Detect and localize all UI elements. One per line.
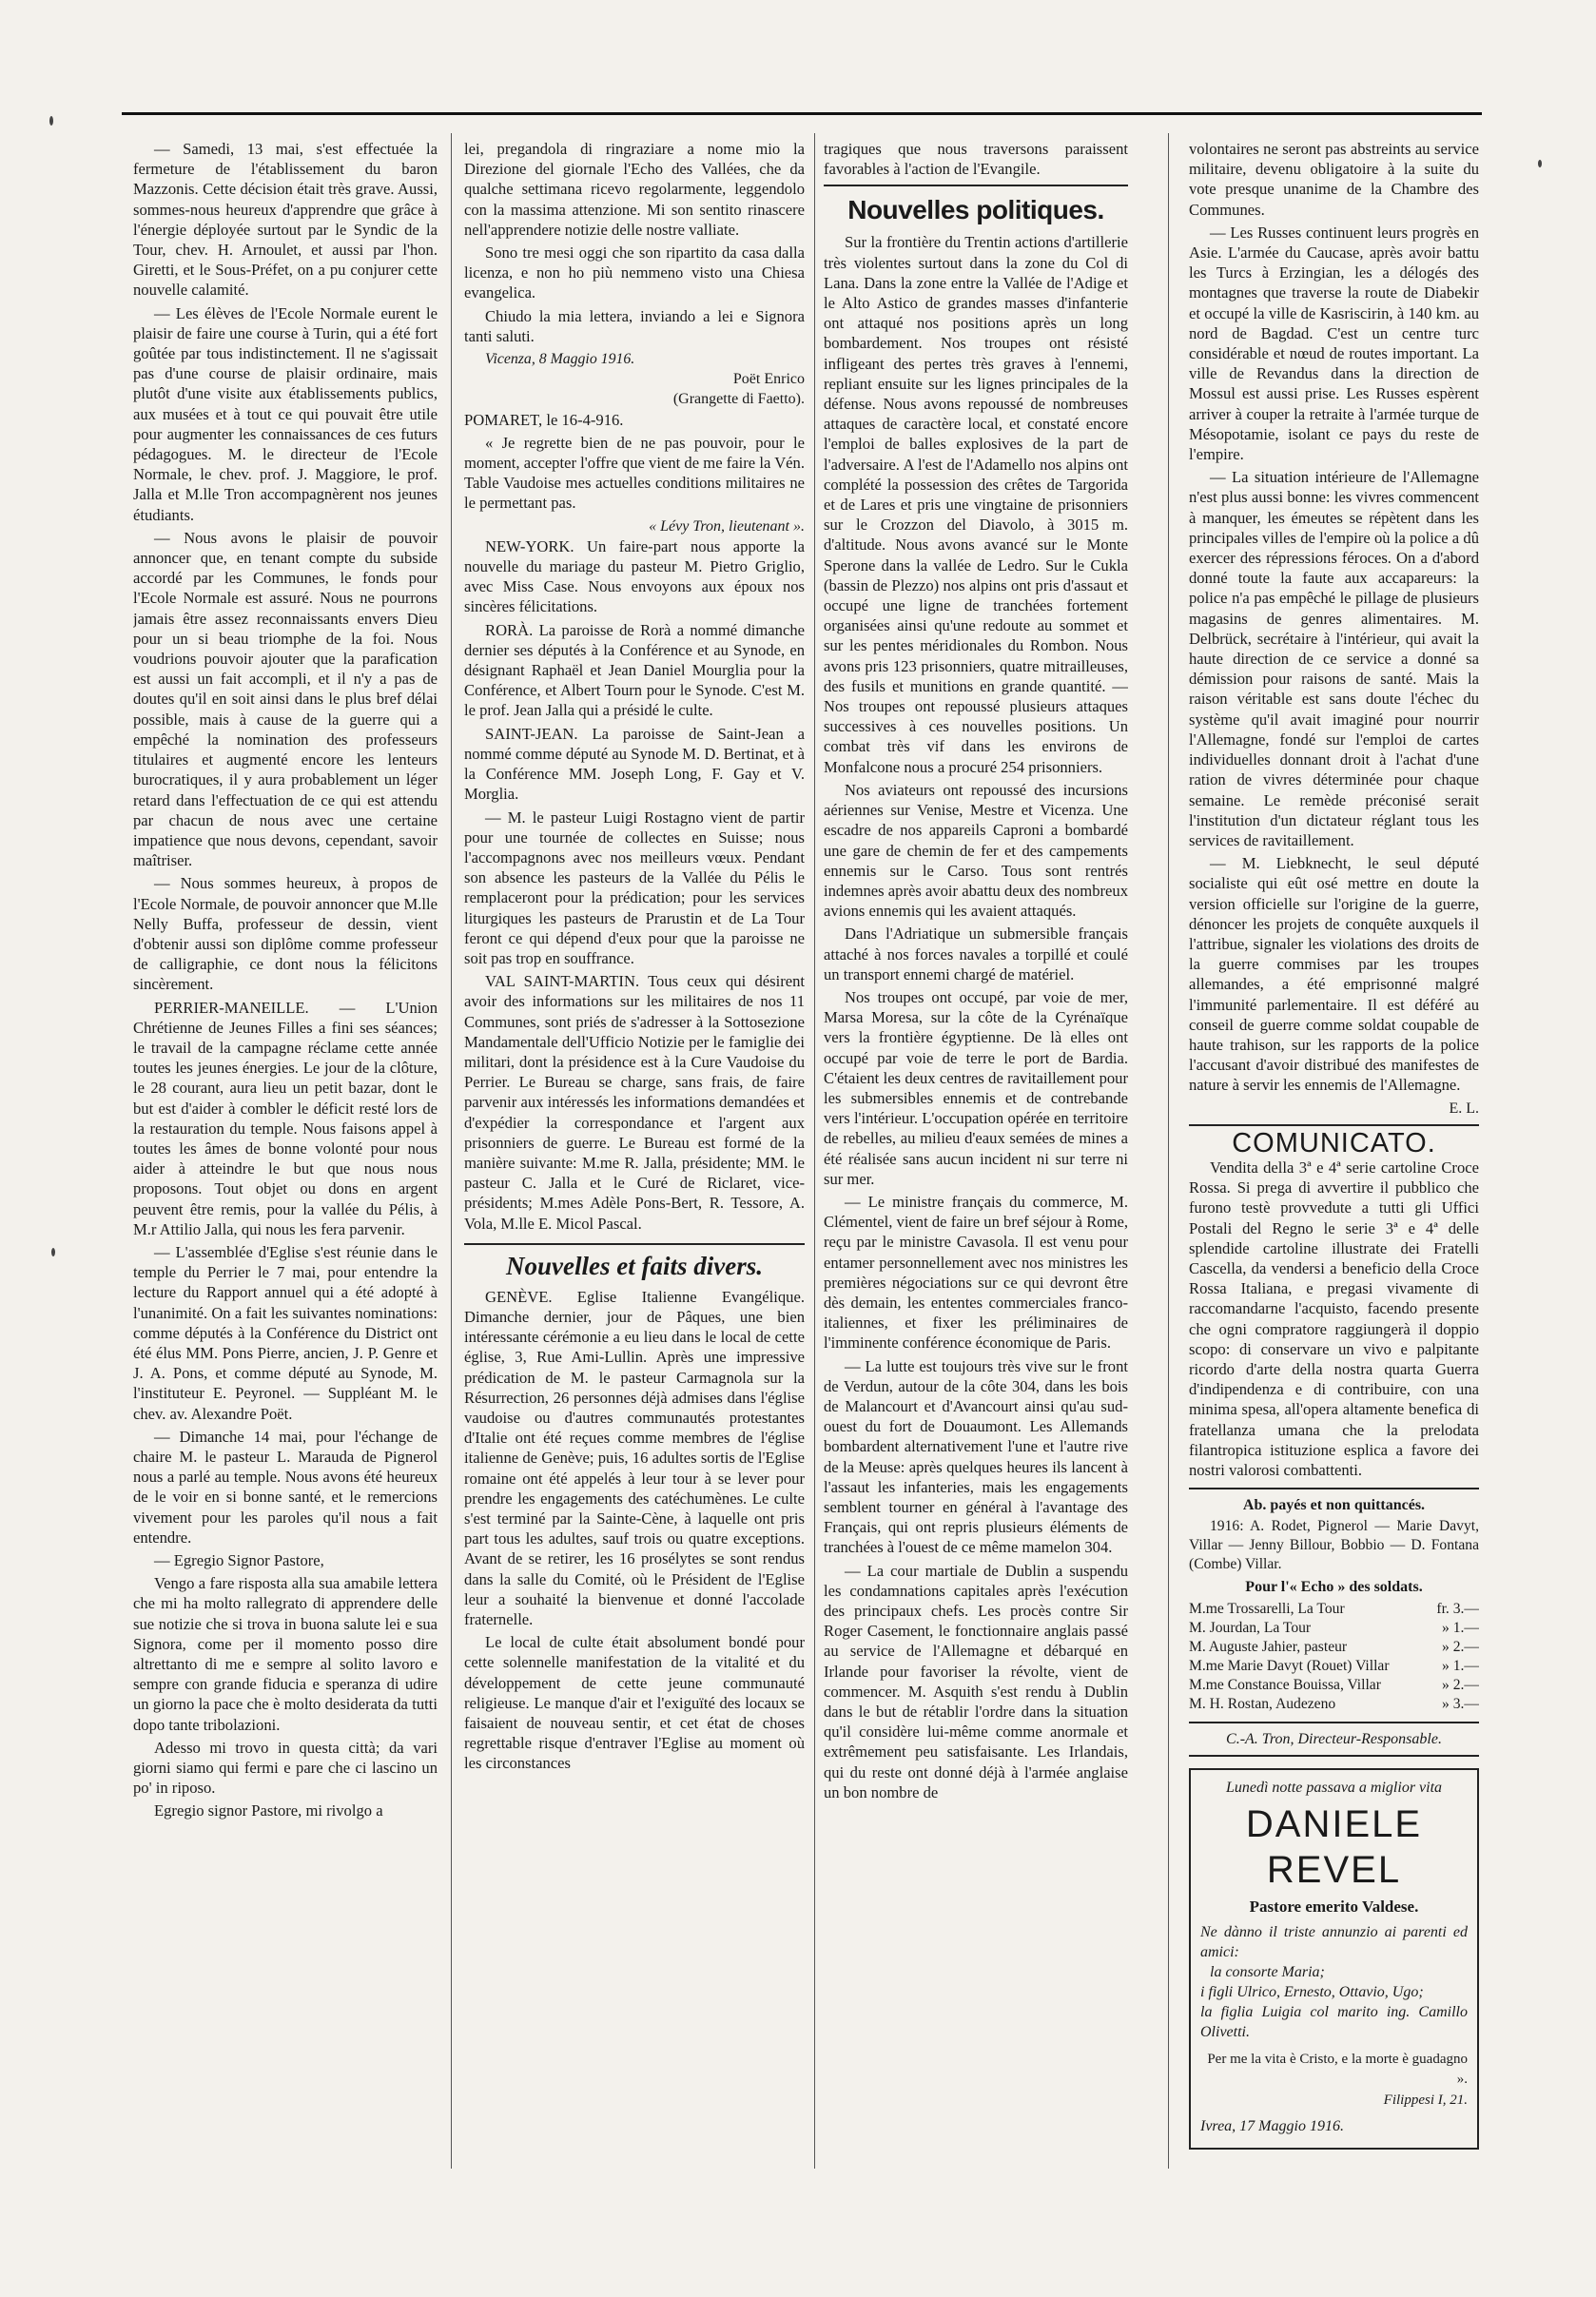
obituary-date: Ivrea, 17 Maggio 1916.	[1200, 2117, 1344, 2134]
paragraph: Le local de culte était absolument bondé pour cette solennelle manifestation de la vitalité et du développement de cette jeune communauté religieuse. Le manque d'air et l'exiguïté des locaux se faisaient de nouveau sentir, et cet état de choses regrettable risque d'entraver l'Eglise au moment où les circonstances	[464, 1633, 805, 1773]
donor-name: M.me Marie Davyt (Rouet) Villar	[1189, 1657, 1390, 1674]
paragraph: Dans l'Adriatique un submersible français attaché à nos forces navales a torpillé et coulé un transport ennemi chargé de matériel.	[824, 925, 1128, 983]
top-rule	[122, 112, 1482, 115]
donation-amount: » 2.—	[1442, 1676, 1479, 1693]
comunicato-title: COMUNICATO.	[1232, 1127, 1436, 1158]
paragraph: lei, pregandola di ringraziare a nome mio la Direzione del giornale l'Echo des Vallées, che da qualche settimana ricevo regolarmente, leggendolo con la massima attenzione. Mi son sentito rinascere nell'apprendere notizie delle nostre valliate.	[464, 140, 805, 239]
column-1	[133, 139, 438, 2155]
scan-speck	[1538, 160, 1542, 167]
obituary-name: DANIELE REVEL	[1245, 1803, 1423, 1892]
paragraph: — Nous avons le plaisir de pouvoir annoncer que, en tenant compte du subside accordé par les Communes, le fonds pour l'Ecole Normale est assuré. Nous ne pourrons jamais être assez reconnaissants envers Dieu pour un si beau triomphe de la foi. Nous voudrions pouvoir ajouter que la parafication est aussi un fait accompli, et il n'y a pas de doutes qu'il en soit ainsi dans le plus bref délai possible, mais à cause de la guerre qui a empêché la nomination des professeurs titulaires et augmenté encore les lenteurs burocratiques, il y aura probablement un léger retard dans l'effectuation de ce qui est attendu par chacun de nous avec une certaine impatience que nous devons, cependant, savoir maîtriser.	[133, 528, 438, 870]
paragraph: — Les Russes continuent leurs progrès en Asie. L'armée du Caucase, après avoir battu les Turcs à Erzingian, les a délogés des montagnes que traverse la route de Diabekir et occupé la ville de Kasriscirin, à 140 km. au nord de Bagdad. C'est un centre turc considérable et nœud de routes important. La ville de Revandus dans la direction de Mossul est aussi prise. Les Russes espèrent arriver à couper la retraite à l'armée turque de Mésopotamie, isolant ce pays du reste de l'empire.	[1189, 223, 1479, 464]
donor-name: M.me Trossarelli, La Tour	[1189, 1600, 1345, 1617]
letter-signature: Poët Enrico	[732, 371, 805, 388]
donor-name: M. H. Rostan, Audezeno	[1189, 1695, 1336, 1712]
article-initials: E. L.	[1449, 1100, 1479, 1117]
paragraph: — L'assemblée d'Eglise s'est réunie dans le temple du Perrier le 7 mai, pour entendre la lecture du Rapport annuel qui a été adopté à l'unanimité. On a fait les suivantes nominations: comme députés à la Conférence du District ont été élus MM. Pons Pierre, ancien, J. P. Genre et J. A. Pons, et comme député au Synode, M. l'instituteur E. Peyronel. — Suppléant M. le chev. av. Alexandre Poët.	[133, 1242, 438, 1423]
paragraph: Sono tre mesi oggi che son ripartito da casa dalla licenza, e non ho più nemmeno visto una Chiesa evangelica.	[464, 243, 805, 302]
table-row	[1189, 1638, 1479, 1657]
donation-amount: » 2.—	[1442, 1638, 1479, 1655]
donor-name: M. Auguste Jahier, pasteur	[1189, 1638, 1348, 1655]
paragraph: — Le ministre français du commerce, M. Clémentel, vient de faire un bref séjour à Rome, reçu par le ministre Cavasola. Il est venu pour entamer personnellement avec nos ministres les premières négociations sur ce qui devront être dès demain, les ententes commerciales franco-italiennes, et fixer les préliminaires de l'imminente conférence économique de Paris.	[824, 1192, 1128, 1353]
scan-speck	[49, 116, 53, 126]
donation-amount: fr. 3.—	[1436, 1600, 1479, 1617]
donations-table	[1189, 1600, 1479, 1714]
paragraph: GENÈVE. Eglise Italienne Evangélique. Dimanche dernier, jour de Pâques, une bien intéressante cérémonie a eu lieu dans le local de cette église, 3, Rue Ami-Lullin. Après une impressive prédication de M. le pasteur Carmagnola sur la Résurrection, 26 personnes déjà admises dans l'église vaudoise ou d'autres communautés protestantes d'Italie ont été reçues comme membres de l'église italienne de Genève; puis, 16 adultes sortis de l'Eglise romaine ont été appelés à leur tour à se lever pour prendre les engagements des catéchumènes. Le culte s'est terminé par la Sainte-Cène, à laquelle ont pris part tous les adultes, sauf trois ou quatre exceptions. Avant de se retirer, les 16 prosélytes se sont rendus dans la salle du Comité, où le Président de l'Eglise leur a souhaité la bienvenue et donné l'accolade fraternelle.	[464, 1287, 805, 1629]
paragraph: Chiudo la mia lettera, inviando a lei e Signora tanti saluti.	[464, 306, 805, 345]
paragraph: RORÀ. La paroisse de Rorà a nommé dimanche dernier ses députés à la Conférence et au Synode, en désignant Raphaël et Jean Daniel Mourglia pour la Conférence, et Albert Tourn pour le Synode. C'est M. le prof. Jean Jalla qui a présidé le culte.	[464, 620, 805, 720]
paragraph: — La situation intérieure de l'Allemagne n'est plus aussi bonne: les vivres commencent à manquer, les émeutes se répètent dans les principales villes de l'empire où la police a dû exercer des répressions féroces. On a d'abord donné toute la faute aux accapareurs: la police n'a pas empêché le pillage de plusieurs magasins de genres alimentaires. M. Delbrück, secrétaire à l'intérieur, qui avait la haute direction de ce service a donné sa démission pour raisons de santé. Mais la raison véritable est sans doute l'échec du système qu'il avait imaginé pour nourrir l'Allemagne, fondé sur l'emploi de cartes individuelles donnant droit à l'achat d'une ration de vivres déterminée pour chaque semaine. Le remède préconisé serait l'institution d'un dictateur réglant tous les services de ravitaillement.	[1189, 468, 1479, 849]
paragraph: — Egregio Signor Pastore,	[154, 1551, 324, 1570]
donation-amount: » 1.—	[1442, 1657, 1479, 1674]
paragraph: — La lutte est toujours très vive sur le front de Verdun, autour de la côte 304, dans les bois de Malancourt et d'Avancourt ainsi qu'au sud-ouest du fort de Douaumont. Les Allemands bombardent alternativement l'une et l'autre rive de la Meuse: après quelques heures ils lancent à l'assaut les infanteries, mais les engagements semblent tourner en général à l'avantage des Français, qui ont repris plusieurs éléments de tranchées à l'ouest de ce même mamelon 304.	[824, 1356, 1128, 1557]
director-responsible: C.-A. Tron, Directeur-Responsable.	[1189, 1722, 1479, 1757]
paragraph: « Je regrette bien de ne pas pouvoir, pour le moment, accepter l'offre que vient de me faire la Vén. Table Vaudoise mes actuelles conditions militaires ne le permettant pas.	[464, 433, 805, 513]
paragraph: PERRIER-MANEILLE. — L'Union Chrétienne de Jeunes Filles a fini ses séances; le travail de la campagne réclame cette année toutes les jeunes énergies. Le jour de la clôture, le 28 courant, aura lieu un petit bazar, dont le but est d'aider à combler le déficit resté lors de la restauration du temple. Nous faisons appel à toutes les âmes de bonne volonté pour nous aider à atteindre le but que nous nous proposons. Tout objet ou dons en argent peuvent être remis, pour la vallée du Pélis, à M.r Attilio Jalla, qui nous les fera parvenir.	[133, 998, 438, 1238]
table-row	[1189, 1657, 1479, 1676]
obituary-line: la consorte Maria;	[1210, 1964, 1325, 1981]
subscriptions-list: 1916: A. Rodet, Pignerol — Marie Davyt, Villar — Jenny Billour, Bobbio — D. Fontana (Combe) Villar.	[1189, 1518, 1479, 1573]
donor-name: M.me Constance Bouissa, Villar	[1189, 1676, 1381, 1693]
paragraph: — La cour martiale de Dublin a suspendu les condamnations capitales après l'exécution des principaux chefs. Les procès contre Sir Roger Casement, le fonctionnaire anglais passé au service de l'Allemagne et débarqué en Irlande pour favoriser la révolte, vient de commencer. M. Asquith s'est rendu à Dublin dans le but de rétablir l'ordre dans la situation qu'il considère lui-même comme anormale et extrêmement peu satisfaisante. Les Irlandais, qui du reste ont donné déjà à l'armée anglaise un bon nombre de	[824, 1561, 1128, 1801]
column-2	[464, 139, 805, 2155]
column-3	[824, 139, 1128, 2155]
section-title-nouvelles-politiques: Nouvelles politiques.	[847, 195, 1104, 225]
letter-date: Vicenza, 8 Maggio 1916.	[485, 351, 635, 368]
paragraph: — M. Liebknecht, le seul député socialiste qui eût osé mettre en doute la version officielle sur l'origine de la guerre, dénoncer les projets de conquête auxquels il l'attribue, signaler les violations des droits de la guerre commises par les troupes allemandes, a été emprisonné malgré l'immunité parlementaire. Il est déféré au conseil de guerre comme soldat coupable de haute trahison, sur les rapports de la police l'accusant d'avoir distribué des manifestes de nature à servir les ennemis de l'Allemagne.	[1189, 854, 1479, 1095]
table-row	[1189, 1619, 1479, 1638]
paragraph: Sur la frontière du Trentin actions d'artillerie très violentes surtout dans la zone du Col di Lana. Dans la zone entre la Vallée de l'Adige et le Alto Astico de grandes masses d'infanterie ont attaqué nos positions après un long bombardement. Nos troupes ont résisté infligeant des pertes très graves à l'ennemi, repliant ensuite sur les lignes principales de la défense. Nous avons repoussé de nombreuses attaques de caractère local, et constaté encore l'emploi de balles explosives de la part de l'adversaire. A l'est de l'Adamello nos alpins ont complété la possession des crêtes de Targorida et de Lares et pris une vingtaine de prisonniers sur le Crozzon del Diavolo, à 3015 m. d'altitude. Nous avons avancé sur le Monte Sperone dans la vallée de Ledro. Sur le Cukla (bassin de Plezzo) nos alpins ont pris d'assaut et occupé une ligne de tranchées fortement organisées ainsi qu'une redoute au sommet et sur les pentes méridionales du Rombon. Nous avons pris 123 prisonniers, quatre mitrailleuses, des fusils et munitions en grande quantité. — Nos troupes ont repoussé plusieurs attaques successives à ces nouvelles positions. Un combat très vif dans les environs de Monfalcone nous a procuré 254 prisonniers.	[824, 233, 1128, 776]
table-row	[1189, 1600, 1479, 1619]
subscriptions-title: Ab. payés et non quittancés.	[1189, 1488, 1479, 1515]
scan-speck	[51, 1248, 55, 1256]
dateline: POMARET, le 16-4-916.	[464, 410, 624, 429]
obituary-box	[1189, 1768, 1479, 2150]
paragraph: Nos troupes ont occupé, par voie de mer, Marsa Moresa, sur la côte de la Cyrénaïque vers la frontière égyptienne. De là elles ont occupé par voie de terre le port de Bardia. C'étaient les deux centres de ravitaillement pour les submersibles ennemis et de contrebande vers l'intérieur. L'occupation opérée en territoire de rebelles, au milieu d'eaux semées de mines a été réalisée sans aucun incident ni sur terre ni sur mer.	[824, 987, 1128, 1188]
paragraph: Egregio signor Pastore, mi rivolgo a	[154, 1801, 383, 1820]
column-rule	[1168, 133, 1169, 2169]
column-rule	[451, 133, 452, 2169]
echo-soldats-title: Pour l'« Echo » des soldats.	[1245, 1579, 1423, 1596]
paragraph: Adesso mi trovo in questa città; da vari giorni siamo qui fermi e pare che ci lascino un po' in riposo.	[133, 1738, 438, 1798]
obituary-intro: Lunedì notte passava a miglior vita	[1225, 1779, 1443, 1796]
paragraph: volontaires ne seront pas abstreints au service militaire, devenu obligatoire à la suite du vote presque unanime de la Chambre des Communes.	[1189, 140, 1479, 219]
paragraph: — Dimanche 14 mai, pour l'échange de chaire M. le pasteur L. Marauda de Pignerol nous a parlé au temple. Nous avons été heureux de le voir en si bonne santé, et le remercions vivement pour les paroles qu'il nous a fait entendre.	[133, 1427, 438, 1547]
table-row	[1189, 1695, 1479, 1714]
paragraph: — Samedi, 13 mai, s'est effectuée la fermeture de l'établissement du baron Mazzonis. Cette décision était très grave. Aussi, sommes-nous heureux d'apprendre que grâce à l'énergie déployée surtout par le Syndic de la Tour, chev. H. Arnoulet, et aussi par l'hon. Giretti, et le Sous-Préfet, on a pu conjurer cette nouvelle calamité.	[133, 140, 438, 300]
obituary-quote-ref: Filippesi I, 21.	[1383, 2092, 1468, 2108]
letter-signature-place: (Grangette di Faetto).	[672, 391, 805, 408]
obituary-line: Ne dànno il triste annunzio ai parenti ed amici:	[1200, 1924, 1468, 1961]
section-rule	[1189, 1124, 1479, 1126]
paragraph: VAL SAINT-MARTIN. Tous ceux qui désirent avoir des informations sur les militaires de nos 11 Communes, sont priés de s'adresser à la Sottosezione Mandamentale dell'Ufficio Notizie per le famiglie dei militari, dont la présidence est à la Cure Vaudoise du Perrier. Le Bureau se charge, sans frais, de faire parvenir aux intéressés les informations demandées et d'expédier la correspondance et l'argent aux prisonniers de guerre. Le Bureau est formé de la manière suivante: M.me R. Jalla, présidente; MM. le pasteur C. Jalla et le Curé de Riclaret, vice-présidents; M.mes Adèle Pons-Bert, R. Tessore, A. Vola, M.lle E. Micol Pascal.	[464, 972, 805, 1233]
comunicato-body: Vendita della 3ª e 4ª serie cartoline Croce Rossa. Si prega di avvertire il pubblico che furono testè provvedute a tutti gli Uffici Postali del Regno le serie 3ª e 4ª delle splendide cartoline illustrate dei Fratelli Cascella, da vendersi a beneficio della Croce Rossa Italiana, e pregasi vivamente di raccomandarne l'acquisto, facendo presente che ogni compratore raggiungerà il doppio scopo: di conservare un vivo e palpitante ricordo d'arte della nostra quarta Guerra d'indipendenza e di contribuire, con una minima spesa, all'opera altamente benefica di fratellanza umana che la prelodata filantropica istituzione esplica a favore dei nostri valorosi combattenti.	[1189, 1158, 1479, 1479]
paragraph: — Nous sommes heureux, à propos de l'Ecole Normale, de pouvoir annoncer que M.lle Nelly Buffa, professeur de dessin, vient d'obtenir aussi son diplôme comme professeur de calligraphie, ce dont nous la félicitons sincèrement.	[133, 874, 438, 994]
donor-name: M. Jourdan, La Tour	[1189, 1619, 1312, 1636]
donation-amount: » 1.—	[1442, 1619, 1479, 1636]
table-row	[1189, 1676, 1479, 1695]
section-title-faits-divers: Nouvelles et faits divers.	[464, 1243, 805, 1281]
section-rule	[824, 185, 1128, 186]
paragraph: Nos aviateurs ont repoussé des incursions aériennes sur Venise, Mestre et Vicenza. Une escadre de nos appareils Caproni a bombardé une gare de chemin de fer et des campements ennemis sur le Carso. Tous sont rentrés indemnes après avoir abattu deux des nombreux avions ennemis qui les avaient attaqués.	[824, 780, 1128, 921]
obituary-quote: Per me la vita è Cristo, e la morte è guadagno ».	[1207, 2052, 1468, 2088]
donation-amount: » 3.—	[1442, 1695, 1479, 1712]
paragraph: tragiques que nous traversons paraissent favorables à l'action de l'Evangile.	[824, 140, 1128, 179]
paragraph: NEW-YORK. Un faire-part nous apporte la nouvelle du mariage du pasteur M. Pietro Griglio, avec Miss Case. Nous envoyons aux époux nos sincères félicitations.	[464, 536, 805, 616]
obituary-line: i figli Ulrico, Ernesto, Ottavio, Ugo;	[1200, 1984, 1424, 2001]
obituary-subtitle: Pastore emerito Valdese.	[1249, 1898, 1419, 1917]
paragraph: Vengo a fare risposta alla sua amabile lettera che mi ha molto rallegrato di apprendere delle sue notizie che si trova in buona salute lei e sua Signora, come per il momento posso dire altrettanto di me e sempre al solito lavoro e sempre con grande fiducia e speranza di udire un giorno la pace che è molto desiderata da tutti dopo tante tribolazioni.	[133, 1574, 438, 1734]
paragraph: — M. le pasteur Luigi Rostagno vient de partir pour une tournée de collectes en Suisse; nous l'accompagnons avec nos meilleurs vœux. Pendant son absence les pasteurs de la Vallée du Pélis le remplaceront pour la prédication; pour les services liturgiques les pasteurs de Prarustin et de La Tour feront ce qui dépend d'eux pour que la paroisse ne soit pas trop en souffrance.	[464, 808, 805, 967]
paragraph: SAINT-JEAN. La paroisse de Saint-Jean a nommé comme député au Synode M. D. Bertinat, et à la Conférence MM. Joseph Long, F. Gay et V. Morglia.	[464, 724, 805, 804]
paragraph: — Les élèves de l'Ecole Normale eurent le plaisir de faire une course à Turin, qui a été fort goûtée par tous indistinctement. Il ne s'agissait pas d'une course de plaisir ordinaire, mais plutôt d'une visite aux établissements publics, aux musées et à tout ce qui pouvait être utile pour augmenter les connaissances de ces futurs pédagogues. M. le directeur de l'Ecole Normale, le chev. prof. J. Maggiore, le prof. Jalla et M.lle Tron accompagnèrent nos jeunes étudiants.	[133, 303, 438, 524]
column-4	[1189, 139, 1479, 2155]
column-rule	[814, 133, 815, 2169]
signature: « Lévy Tron, lieutenant ».	[649, 517, 805, 535]
obituary-line: la figlia Luigia col marito ing. Camillo Olivetti.	[1200, 2004, 1468, 2041]
